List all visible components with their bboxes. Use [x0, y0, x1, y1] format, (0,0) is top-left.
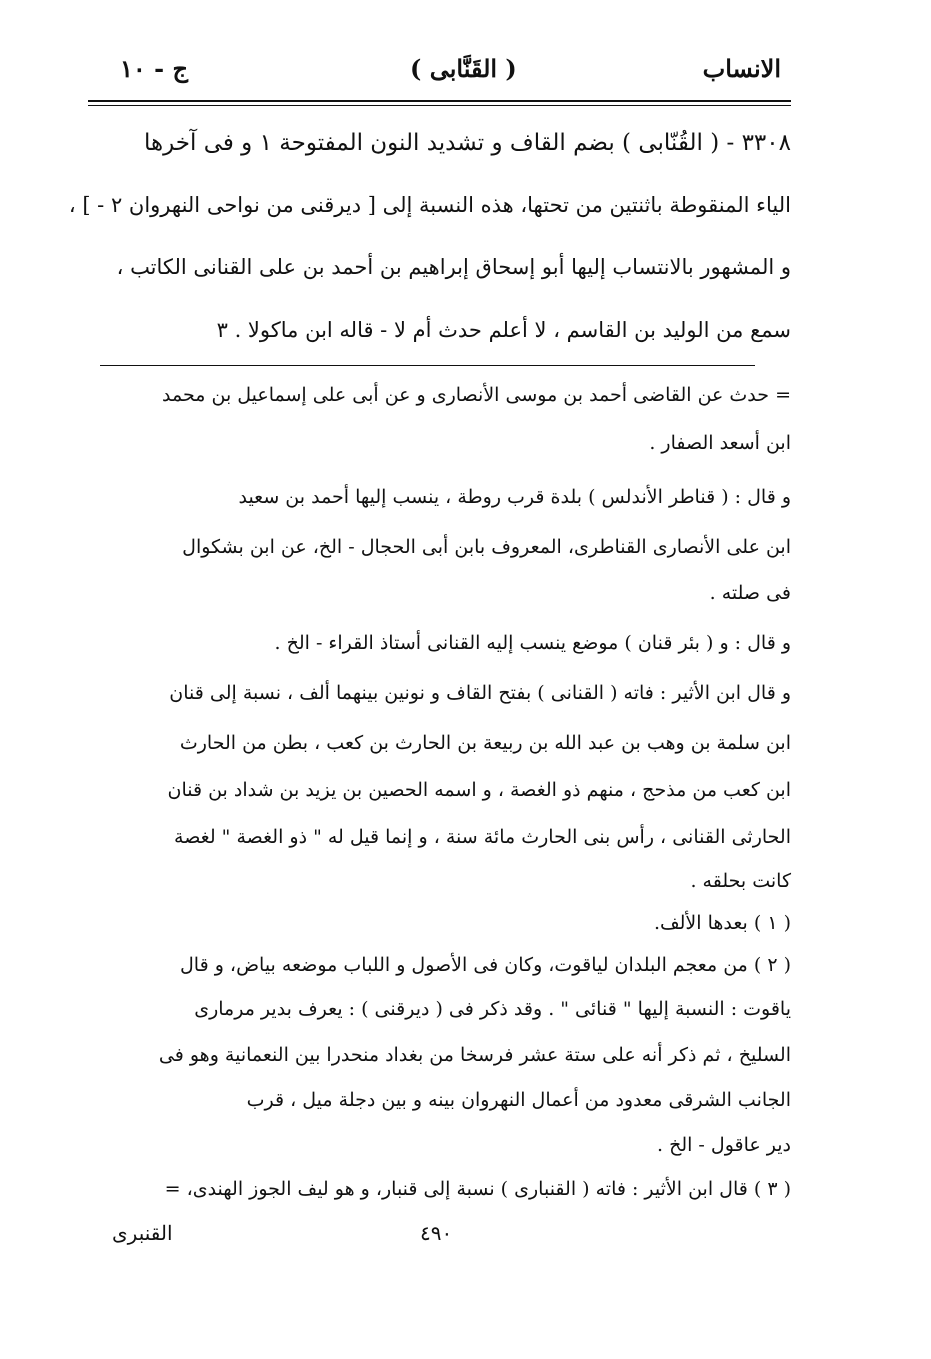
- note-line: ياقوت : النسبة إليها " قنائى " . وقد ذكر فى ( ديرقنى ) : يعرف بدير مرمارى: [194, 998, 791, 1020]
- note-line: فى صلته .: [709, 582, 791, 604]
- page-number: ٤٩٠: [420, 1221, 453, 1245]
- note-line: دير عاقول - الخ .: [656, 1134, 791, 1156]
- running-head-title: الانساب: [702, 54, 781, 83]
- note-line: = حدث عن القاضى أحمد بن موسى الأنصارى و عن أبى على إسماعيل بن محمد: [162, 384, 791, 406]
- catchword: القنبرى: [112, 1221, 173, 1245]
- header-rule: [88, 100, 791, 102]
- note-line: ابن كعب من مذحج ، منهم ذو الغصة ، و اسمه الحصين بن يزيد بن شداد بن قنان: [167, 779, 791, 801]
- note-line: السليخ ، ثم ذكر أنه على ستة عشر فرسخا من بغداد منحدرا بين النعمانية وهو فى: [158, 1044, 791, 1066]
- note-line: الجانب الشرقى معدود من أعمال النهروان بينه و بين دجلة ميل ، قرب: [246, 1089, 791, 1111]
- note-line: ابن أسعد الصفار .: [649, 432, 791, 454]
- note-line: و قال ابن الأثير : فاته ( القنانى ) بفتح القاف و نونين بينهما ألف ، نسبة إلى قنان: [169, 682, 791, 704]
- note-line: الحارثى القنانى ، رأس بنى الحارث مائة سنة ، و إنما قيل له " ذو الغصة " لغصة: [174, 826, 791, 848]
- footnote-2: ( ٢ ) من معجم البلدان لياقوت، وكان فى الأصول و اللباب موضعه بياض، و قال: [180, 954, 791, 976]
- note-line: و قال : و ( بئر قنان ) موضع ينسب إليه القنانى أستاذ القراء - الخ .: [274, 632, 791, 654]
- note-line: و قال : ( قناطر الأندلس ) بلدة قرب روطة ، ينسب إليها أحمد بن سعيد: [238, 486, 791, 508]
- note-line: ابن سلمة بن وهب بن عبد الله بن ربيعة بن الحارث بن كعب ، بطن من الحارث: [179, 732, 791, 754]
- footnote-3: ( ٣ ) قال ابن الأثير : فاته ( القنبارى ) نسبة إلى قنبار، و هو ليف الجوز الهندى، =: [164, 1178, 791, 1200]
- footnote-separator: [100, 365, 755, 366]
- footnote-1: ( ١ ) بعدها الألف.: [653, 912, 791, 934]
- entry-line: سمع من الوليد بن القاسم ، لا أعلم حدث أم لا - قاله ابن ماكولا . ٣: [216, 318, 791, 342]
- running-head-section: ( القَنَّابى ): [410, 54, 517, 83]
- note-line: ابن على الأنصارى القناطرى، المعروف بابن أبى الحجال - الخ، عن ابن بشكوال: [182, 536, 791, 558]
- note-line: كانت بحلقه .: [690, 870, 791, 892]
- running-head-volume: ج - ١٠: [120, 54, 188, 83]
- entry-line: و المشهور بالانتساب إليها أبو إسحاق إبراهيم بن أحمد بن على القنانى الكاتب ،: [116, 255, 791, 279]
- entry-line: الياء المنقوطة باثنتين من تحتها، هذه النسبة إلى [ ديرقنى من نواحى النهروان ٢ - ] ،: [68, 193, 791, 217]
- entry-line: ٣٣٠٨ - ( القُنّابى ) بضم القاف و تشديد النون المفتوحة ١ و فى آخرها: [143, 130, 791, 156]
